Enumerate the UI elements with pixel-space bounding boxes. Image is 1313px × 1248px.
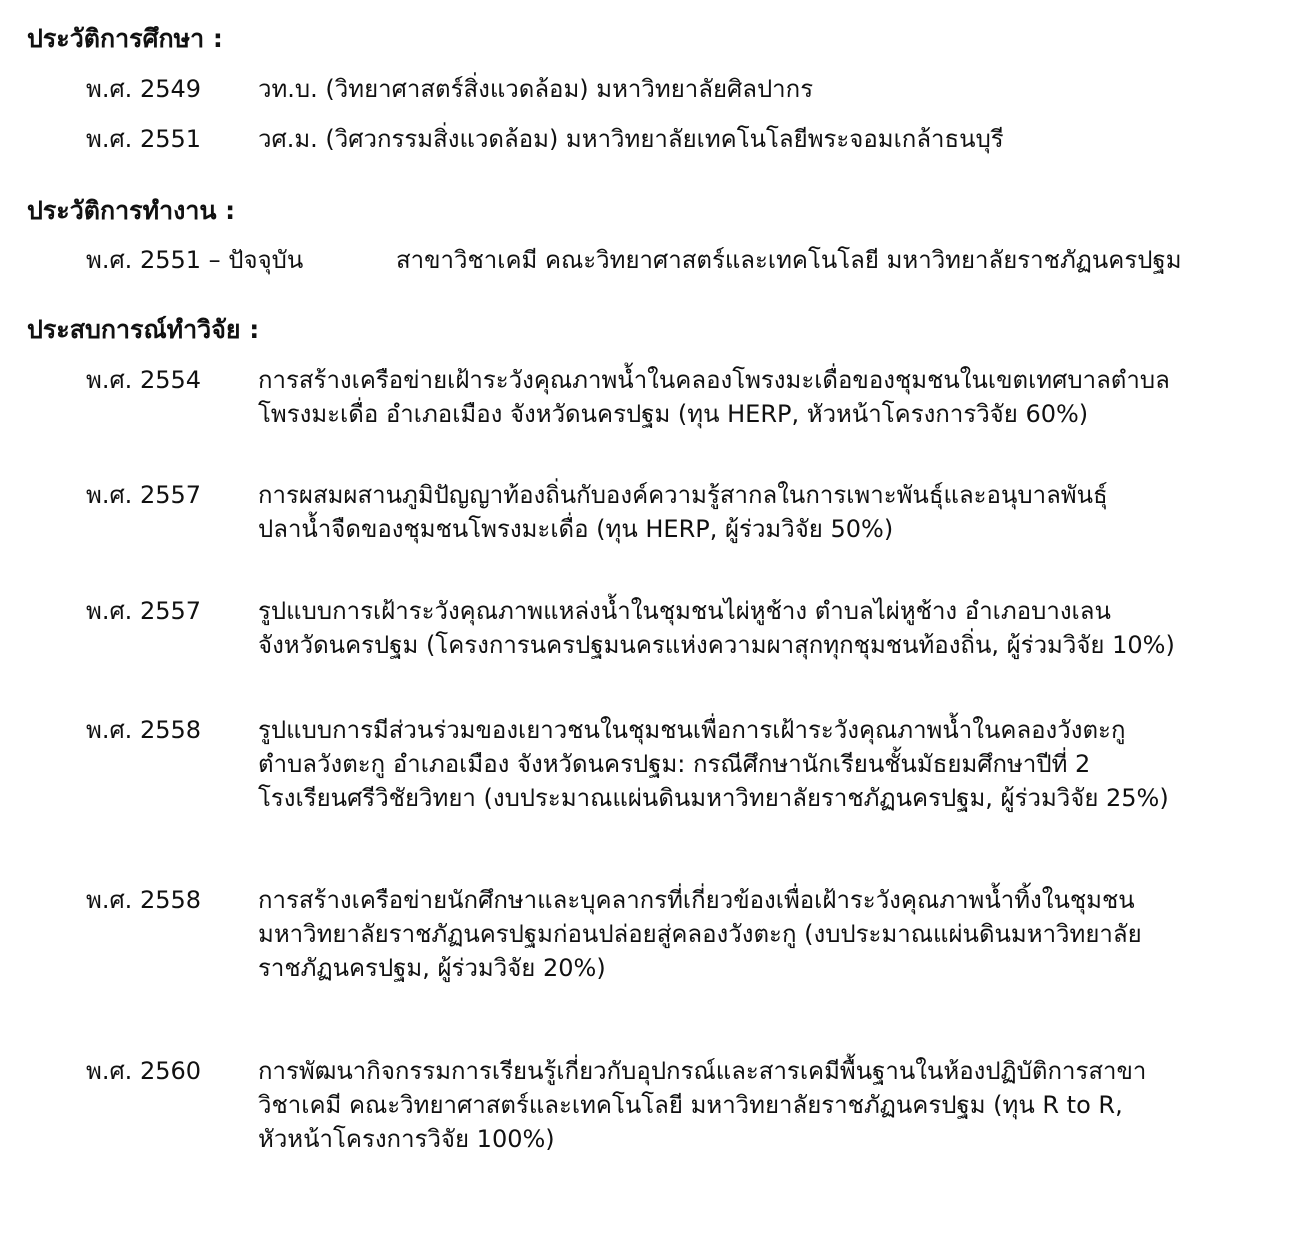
research-text-3-line-1: รูปแบบการเฝ้าระวังคุณภาพแหล่งน้ำในชุมชนไผ่หูช้าง ตำบลไผ่หูช้าง อำเภอบางเลน <box>258 597 1111 625</box>
research-text-4-line-1: รูปแบบการมีส่วนร่วมของเยาวชนในชุมชนเพื่อการเฝ้าระวังคุณภาพน้ำในคลองวังตะกู <box>258 716 1126 744</box>
research-text-5-line-3: ราชภัฏนครปฐม, ผู้ร่วมวิจัย 20%) <box>258 954 606 982</box>
research-text-5-line-1: การสร้างเครือข่ายนักศึกษาและบุคลากรที่เกี่ยวข้องเพื่อเฝ้าระวังคุณภาพน้ำทิ้งในชุมชน <box>258 886 1135 914</box>
education-year-1: พ.ศ. 2549 <box>86 75 202 103</box>
education-heading: ประวัติการศึกษา : <box>27 24 223 53</box>
work-year-1: พ.ศ. 2551 – ปัจจุบัน <box>86 246 304 274</box>
research-text-4-line-3: โรงเรียนศรีวิชัยวิทยา (งบประมาณแผ่นดินมหาวิทยาลัยราชภัฏนครปฐม, ผู้ร่วมวิจัย 25%) <box>258 784 1169 812</box>
work-text-1: สาขาวิชาเคมี คณะวิทยาศาสตร์และเทคโนโลยี มหาวิทยาลัยราชภัฏนครปฐม <box>396 246 1182 274</box>
research-year-1: พ.ศ. 2554 <box>86 366 202 394</box>
research-text-4 <box>258 713 1169 815</box>
research-text-1-line-1: การสร้างเครือข่ายเฝ้าระวังคุณภาพน้ำในคลองโพรงมะเดื่อของชุมชนในเขตเทศบาลตำบล <box>258 366 1170 394</box>
research-text-6-line-3: หัวหน้าโครงการวิจัย 100%) <box>258 1125 555 1153</box>
research-year-2: พ.ศ. 2557 <box>86 481 202 509</box>
research-text-3 <box>258 594 1175 662</box>
research-year-6: พ.ศ. 2560 <box>86 1057 202 1085</box>
research-year-5: พ.ศ. 2558 <box>86 886 202 914</box>
research-text-6-line-2: วิชาเคมี คณะวิทยาศาสตร์และเทคโนโลยี มหาวิทยาลัยราชภัฏนครปฐม (ทุน R to R, <box>258 1091 1123 1119</box>
research-heading: ประสบการณ์ทำวิจัย : <box>27 315 260 344</box>
research-text-1-line-2: โพรงมะเดื่อ อำเภอเมือง จังหวัดนครปฐม (ทุน HERP, หัวหน้าโครงการวิจัย 60%) <box>258 400 1089 428</box>
research-text-6-line-1: การพัฒนากิจกรรมการเรียนรู้เกี่ยวกับอุปกรณ์และสารเคมีพื้นฐานในห้องปฏิบัติการสาขา <box>258 1057 1147 1085</box>
research-text-6 <box>258 1054 1146 1156</box>
research-year-3: พ.ศ. 2557 <box>86 597 202 625</box>
research-text-2 <box>258 478 1108 546</box>
research-year-4: พ.ศ. 2558 <box>86 716 202 744</box>
education-text-2: วศ.ม. (วิศวกรรมสิ่งแวดล้อม) มหาวิทยาลัยเทคโนโลยีพระจอมเกล้าธนบุรี <box>258 125 1004 153</box>
research-text-3-line-2: จังหวัดนครปฐม (โครงการนครปฐมนครแห่งความผาสุกทุกชุมชนท้องถิ่น, ผู้ร่วมวิจัย 10%) <box>258 631 1175 659</box>
research-text-1 <box>258 363 1170 431</box>
research-text-5-line-2: มหาวิทยาลัยราชภัฏนครปฐมก่อนปล่อยสู่คลองวังตะกู (งบประมาณแผ่นดินมหาวิทยาลัย <box>258 920 1142 948</box>
education-text-1: วท.บ. (วิทยาศาสตร์สิ่งแวดล้อม) มหาวิทยาลัยศิลปากร <box>258 75 814 103</box>
research-text-2-line-2: ปลาน้ำจืดของชุมชนโพรงมะเดื่อ (ทุน HERP, ผู้ร่วมวิจัย 50%) <box>258 515 894 543</box>
research-text-4-line-2: ตำบลวังตะกู อำเภอเมือง จังหวัดนครปฐม: กรณีศึกษานักเรียนชั้นมัธยมศึกษาปีที่ 2 <box>258 750 1091 778</box>
education-year-2: พ.ศ. 2551 <box>86 125 202 153</box>
research-text-5 <box>258 883 1142 985</box>
work-heading: ประวัติการทำงาน : <box>27 196 236 225</box>
research-text-2-line-1: การผสมผสานภูมิปัญญาท้องถิ่นกับองค์ความรู้สากลในการเพาะพันธุ์และอนุบาลพันธุ์ <box>258 481 1108 509</box>
